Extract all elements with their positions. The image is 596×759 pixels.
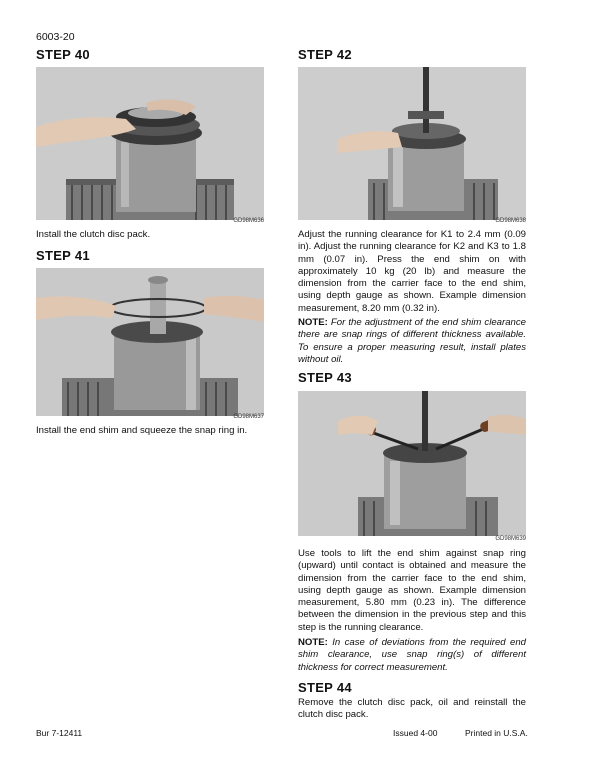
step-44-heading: STEP 44 bbox=[298, 680, 352, 695]
step-40-text: Install the clutch disc pack. bbox=[36, 229, 151, 240]
step-42-photo bbox=[298, 67, 526, 220]
step-43-photo bbox=[298, 391, 526, 536]
footer-issued: Issued 4-00 bbox=[393, 728, 438, 738]
step-44-text: Remove the clutch disc pack, oil and reinstall the clutch disc pack. bbox=[298, 697, 526, 721]
step-40-heading: STEP 40 bbox=[36, 47, 90, 62]
step-42-note-text: For the adjustment of the end shim clearance there are snap rings of different thickness available. To ensure a proper measuring result, install plates without oil. bbox=[298, 317, 527, 365]
step-42-figure-id: GD98M638 bbox=[495, 218, 526, 224]
step-43-text: Use tools to lift the end shim against snap ring (upward) until contact is obtained and measure the dimension from the carrier face to the end shim, using depth gauge as shown. Example dimension measurement, 5.80 mm (0.23 in). The difference between the dimension in the previous step and this step is the running clearance. bbox=[298, 548, 526, 633]
step-42-note bbox=[298, 317, 526, 366]
footer-printed: Printed in U.S.A. bbox=[465, 728, 528, 738]
step-42-heading: STEP 42 bbox=[298, 47, 352, 62]
page-number: 6003-20 bbox=[36, 31, 75, 43]
step-43-note-label: NOTE: bbox=[298, 637, 328, 648]
step-41-heading: STEP 41 bbox=[36, 248, 90, 263]
step-42-text: Adjust the running clearance for K1 to 2.4 mm (0.09 in). Adjust the running clearance for K2 and K3 to 1.8 mm (0.07 in). Press the end shim on with approximately 10 kg (20 lb) and measure the dimension from the carrier face to the end shim, using depth gauge as shown. Example dimension measurement, 8.20 mm (0.32 in). bbox=[298, 229, 526, 314]
step-40-figure-id: GD98M636 bbox=[233, 218, 264, 224]
step-42-note-label: NOTE: bbox=[298, 317, 328, 328]
step-43-note bbox=[298, 637, 526, 674]
footer-document-number: Bur 7-12411 bbox=[36, 728, 83, 738]
step-43-heading: STEP 43 bbox=[298, 370, 352, 385]
step-41-text: Install the end shim and squeeze the snap ring in. bbox=[36, 425, 248, 436]
step-43-figure-id: GD98M639 bbox=[495, 536, 526, 542]
step-43-note-text: In case of deviations from the required end shim clearance, use snap ring(s) of different thickness for correct measurement. bbox=[298, 637, 526, 673]
step-40-photo bbox=[36, 67, 264, 220]
step-41-figure-id: GD98M637 bbox=[233, 414, 264, 420]
step-41-photo bbox=[36, 268, 264, 416]
